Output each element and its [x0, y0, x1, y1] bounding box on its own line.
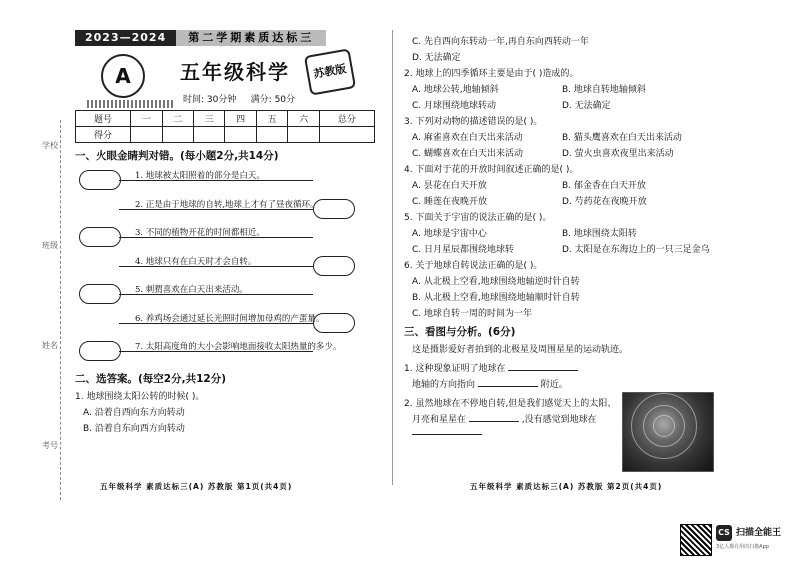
option-d[interactable]: D. 萤火虫喜欢夜里出来活动: [562, 149, 674, 159]
true-false-item: [75, 280, 375, 309]
time-info: [183, 92, 295, 105]
score-input-cell[interactable]: [256, 127, 287, 143]
options-row: [412, 194, 714, 207]
question-4: 4. 下面对于花的开放时间叙述正确的是( )。: [404, 165, 579, 175]
answer-cloud[interactable]: [313, 256, 355, 276]
brand-subtitle: 3亿人都在用的扫描App: [716, 544, 769, 550]
option-a[interactable]: A. 昙花在白天开放: [412, 181, 487, 191]
item-text: 6. 养鸡场会通过延长光照时间增加母鸡的产蛋量。: [135, 313, 325, 324]
options-row: [412, 178, 714, 191]
score-cell: 一: [131, 111, 162, 127]
option-a[interactable]: A. 麻雀喜欢在白天出来活动: [412, 133, 523, 143]
score-table-header-row: [76, 111, 375, 127]
footer-left: 五年级科学 素质达标三(A) 苏教版 第1页(共4页): [100, 482, 293, 491]
analysis-q2-text: 月亮和星星在: [412, 415, 467, 425]
score-cell: 题号: [76, 111, 131, 127]
scanner-logo-icon: CS: [716, 525, 732, 541]
left-page: [75, 30, 375, 437]
section3-intro: 这是摄影爱好者拍到的北极星及周围星星的运动轨迹。: [412, 345, 629, 355]
section3-title: 三、看图与分析。(6分): [404, 326, 516, 338]
star-trail-ring: [631, 393, 697, 459]
time-label: 时间: 30分钟: [183, 95, 237, 105]
options-row: [412, 130, 714, 143]
answer-blank[interactable]: [412, 434, 482, 435]
score-cell: 六: [288, 111, 319, 127]
level-badge: A: [101, 54, 145, 98]
score-input-cell[interactable]: [288, 127, 319, 143]
option-c[interactable]: C. 日月星辰都围绕地球转: [412, 245, 515, 255]
answer-cloud[interactable]: [79, 227, 121, 247]
answer-cloud[interactable]: [79, 170, 121, 190]
brand-name: 扫描全能王: [736, 528, 782, 538]
item-text: 7. 太阳高度角的大小会影响地面接收太阳热量的多少。: [135, 342, 342, 352]
option-d[interactable]: D. 太阳是在东海边上的一只三足金乌: [562, 245, 710, 255]
answer-blank[interactable]: [508, 370, 578, 371]
score-cell: 五: [256, 111, 287, 127]
score-cell: 四: [225, 111, 256, 127]
answer-cloud[interactable]: [79, 284, 121, 304]
item-text: 1. 地球被太阳照着的部分是白天。: [135, 171, 265, 181]
right-page: [404, 30, 714, 441]
answer-cloud[interactable]: [313, 199, 355, 219]
subject-bar-label: 第二学期素质达标三: [176, 30, 326, 46]
options-row: [412, 242, 714, 255]
title-bar: [75, 30, 375, 46]
item-text: 5. 刺猬喜欢在白天出来活动。: [135, 285, 248, 295]
options-row: [412, 226, 714, 239]
score-table: [75, 110, 375, 143]
option-d[interactable]: D. 无法确定: [562, 101, 611, 111]
year-label: 2023—2024: [75, 30, 176, 46]
binding-label: 班级: [42, 241, 58, 250]
score-input-cell[interactable]: [319, 127, 374, 143]
score-cell: 二: [162, 111, 193, 127]
exam-title: 五年级科学: [180, 60, 290, 84]
analysis-q2: 2. 虽然地球在不停地自转,但是我们感觉天上的太阳、: [404, 399, 617, 409]
binding-margin: [40, 120, 61, 500]
score-cell: 三: [193, 111, 224, 127]
score-input-cell[interactable]: [193, 127, 224, 143]
option-c[interactable]: C. 蝴蝶喜欢在白天出来活动: [412, 149, 524, 159]
question-1: 1. 地球围绕太阳公转的时候( )。: [75, 391, 205, 402]
true-false-item: [75, 166, 375, 195]
score-input-cell[interactable]: [225, 127, 256, 143]
page-divider: [392, 30, 393, 485]
analysis-q1-text: 附近。: [540, 380, 568, 390]
options-row: [412, 98, 714, 111]
binding-label: 姓名: [42, 341, 58, 350]
analysis-q1-line2: [412, 377, 714, 390]
options-row: [412, 146, 714, 159]
answer-blank[interactable]: [469, 421, 519, 422]
question-2: 2. 地球上的四季循环主要是由于( )造成的。: [404, 69, 579, 79]
question-6: 6. 关于地球自转说法正确的是( )。: [404, 261, 543, 271]
footer-right: 五年级科学 素质达标三(A) 苏教版 第2页(共4页): [470, 482, 663, 491]
section2-title: 二、选答案。(每空2分,共12分): [75, 372, 227, 385]
option-b[interactable]: B. 沿着自东向西方向转动: [83, 423, 185, 434]
true-false-item: [75, 195, 375, 224]
option-c[interactable]: C. 睡莲在夜晚开放: [412, 197, 488, 207]
exam-header: [75, 50, 375, 110]
options-row: [412, 82, 714, 95]
true-false-item: [75, 337, 375, 366]
option-b[interactable]: B. 地球自转地轴倾斜: [562, 85, 646, 95]
option-d[interactable]: D. 芍药花在夜晚开放: [562, 197, 647, 207]
score-input-cell[interactable]: [131, 127, 162, 143]
option-b[interactable]: B. 猫头鹰喜欢在白天出来活动: [562, 133, 682, 143]
answer-blank[interactable]: [478, 386, 538, 387]
binding-label: 考号: [42, 441, 58, 450]
question-5: 5. 下面关于宇宙的说法正确的是( )。: [404, 213, 552, 223]
full-score-label: 满分: 50分: [250, 95, 296, 105]
option-c[interactable]: C. 月球围绕地球转动: [412, 101, 497, 111]
score-input-cell[interactable]: [162, 127, 193, 143]
option-b[interactable]: B. 郁金香在白天开放: [562, 181, 646, 191]
option-c[interactable]: C. 地球自转一周的时间为一年: [412, 309, 533, 319]
option-a[interactable]: A. 地球公转,地轴倾斜: [412, 85, 499, 95]
true-false-item: [75, 309, 375, 338]
analysis-q1: [404, 361, 714, 374]
analysis-q1-text: 地轴的方向指向: [412, 380, 476, 390]
option-b[interactable]: B. 从北极上空看,地球围绕地轴顺时针自转: [412, 293, 580, 303]
decorative-stripe: [87, 100, 175, 108]
option-a[interactable]: A. 沿着自西向东方向转动: [83, 407, 185, 418]
analysis-q1-text: 1. 这种现象证明了地球在: [404, 364, 506, 374]
score-cell: 总分: [319, 111, 374, 127]
option-d[interactable]: D. 无法确定: [412, 53, 461, 63]
item-text: 3. 不同的植物开花的时间都相近。: [135, 228, 265, 238]
section1-title: 一、火眼金睛判对错。(每小题2分,共14分): [75, 150, 279, 162]
score-table-score-row: [76, 127, 375, 143]
binding-label: 学校: [42, 141, 58, 150]
option-b[interactable]: B. 地球围绕太阳转: [562, 229, 637, 239]
qr-code-icon: [680, 524, 712, 556]
true-false-item: [75, 252, 375, 281]
analysis-q2-text: ,没有感觉到地球在: [521, 415, 597, 425]
star-trail-photo: [622, 392, 714, 472]
true-false-item: [75, 223, 375, 252]
item-text: 4. 地球只有在白天时才会自转。: [135, 256, 257, 267]
score-cell: 得分: [76, 127, 131, 143]
edition-stamp: 苏教版: [304, 48, 356, 95]
answer-cloud[interactable]: [79, 341, 121, 361]
option-a[interactable]: A. 地球是宇宙中心: [412, 229, 487, 239]
option-c[interactable]: C. 先自西向东转动一年,再自东向西转动一年: [412, 37, 589, 47]
option-a[interactable]: A. 从北极上空看,地球围绕地轴逆时针自转: [412, 277, 580, 287]
question-3: 3. 下列对动物的描述错误的是( )。: [404, 117, 543, 127]
item-text: 2. 正是由于地球的自转,地球上才有了昼夜循环。: [135, 199, 319, 210]
